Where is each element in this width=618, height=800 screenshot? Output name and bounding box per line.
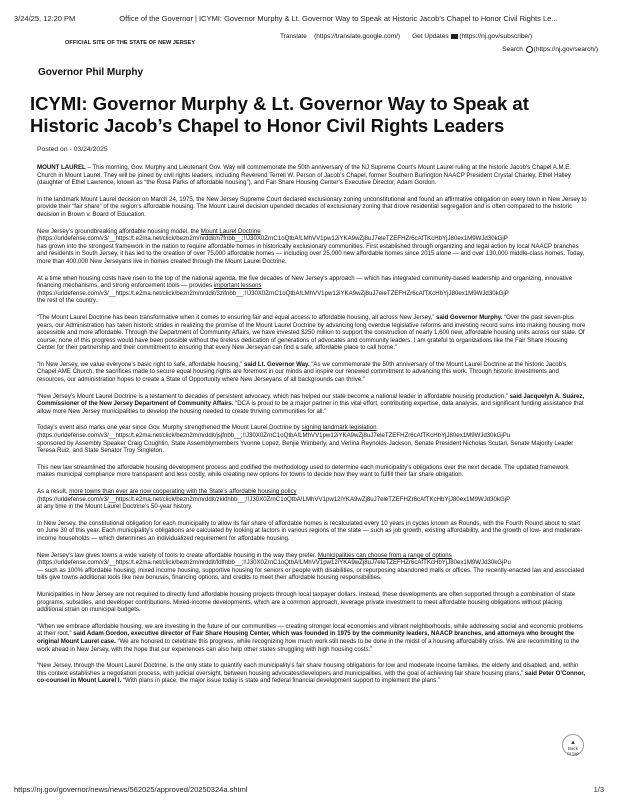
site-brand[interactable]: Governor Phil Murphy <box>38 67 144 78</box>
official-site-banner: OFFICIAL SITE OF THE STATE OF NEW JERSEY <box>65 40 196 46</box>
paragraph: This new law streamlined the affordable housing development process and codified the methodology used to determine each municipality’s obligations over the next decade. The updated framework makes municipal compliance more transparent and less costly, while creating new options for towns to decide how they want to fulfill their fair share obligation. <box>37 463 569 479</box>
link-url[interactable]: (https://urldefense.com/v3/__https:/t.e2ma.net/click/bezn2m/nrddit/3zifnbb__;!!J30X0ZrnC1oQtbA!LMhVV1pw12iYKA9wZj8uJ7eleTZEFHZr6cAfTKcHbYjJ80ex1M9WJd30kGjP <box>37 289 509 297</box>
paragraph: Municipalities in New Jersey are not required to directly fund affordable housing projects through local taxpayer dollars. Instead, these developments are often supported through a combination of state programs, subsidies, and developer contributions. Mixed-income developments, which are a common approach, leverage private investment to meet affordable housing obligations without placing additional strain on municipal budgets. <box>37 590 576 614</box>
article-body <box>37 164 587 694</box>
mount-laurel-doctrine-link[interactable]: Mount Laurel Doctrine <box>200 227 261 235</box>
translate-link[interactable]: Translate (https://translate.google.com/) <box>280 33 401 40</box>
paragraph: “When we embrace affordable housing, we are investing in the future of our communities — creating stronger local economies and vibrant neighborhoods, while addressing social and economic problems at their root,” said Adam Gordon, executive director of Fair Share Housing Center, which was founded in 1975 by the community leaders, NAACP branches, and attorneys who brought the original Mount Laurel case. “We are honored to celebrate this progress, while recognizing how much work still needs to be done in the midst of a housing affordability crisis. We are recommitting to the work ahead in New Jersey, with the hope that our experiences can also help other states struggling with high housing costs.” <box>37 622 583 653</box>
paragraph: “New Jersey’s Mount Laurel Doctrine is a testament to decades of persistent advocacy, which has helped our state become a national leader in affordable housing production,” said Jacquelyn A. Suárez, Commissioner of the New Jersey Department of Community Affairs. “DCA is proud to be a major partner in this vital effort, contributing expertise, data analysis, and significant funding assistance that allow more New Jersey municipalities to develop the housing needed to create thriving communities for all.” <box>37 392 585 415</box>
print-page-title: Office of the Governor | ICYMI: Governor Murphy & Lt. Governor Way to Speak at Historic Jacob’s Chapel to Honor Civil Rights Le... <box>119 14 558 23</box>
paragraph: New Jersey’s law gives towns a wide variety of tools to create affordable housing in the way they prefer. Municipalities can choose from a range of options (https://urldefense.com/v3/__https:/t.e2ma.net/click/bezn2m/nrddit/fdlfnbb__;!!J30X0ZrnC1oQtbA!LMhVV1pw12iYKA9wZj8uJ7eleTZEFHZr6cAfTKcHbYjJ80ex1M9WJd30kGjPu — such as 100% affordable housing, mixed income housing, supportive housing for seniors or people with disabilities, or repurposing abandoned malls or offices. The recently-enacted law and associated bills give towns additional tools like new bonuses, financing options, and credits to meet their affordable housing responsibilities. <box>37 552 587 582</box>
search-link[interactable]: Search (https://nj.gov/search/) <box>502 46 598 54</box>
get-updates-link[interactable]: Get Updates (https://nj.gov/subscribe/) <box>412 33 533 40</box>
paragraph: “New Jersey, through the Mount Laurel Doctrine, is the only state to quantify each municipality’s fair share housing obligations for low and moderate income families, the elderly and disabled; and, within this context establishes a negotiation process, with judicial oversight, between housing advocates/developers and municipalities, with the goal of achieving fair share housing plans,” said Peter O’Connor, co-counsel in Mount Laurel I. “With plans in place, the major issue today is state and federal financial development support to implement the plans.” <box>37 662 586 685</box>
back-to-top-button[interactable]: ▲ Back to top <box>562 734 584 756</box>
arrow-up-icon: ▲ <box>570 740 576 746</box>
options-link[interactable]: Municipalities can choose from a range of options <box>317 551 452 559</box>
search-icon <box>526 46 533 53</box>
paragraph: “In New Jersey, we value everyone’s basic right to safe, affordable housing,” said Lt. Governor Way. “As we commemorate the 50th anniversary of the Mount Laurel Doctrine at the historic Jacob’s Chapel AME Church, the sacrifices made to secure equal housing rights are foremost in our minds and inspire our renewed commitment to advancing this work. Through historic investments and resources, our administration hopes to create a State of Opportunity where New Jerseyans of all backgrounds can thrive.” <box>37 360 567 384</box>
print-datetime: 3/24/25, 12:20 PM <box>14 14 76 23</box>
print-page-number: 1/3 <box>593 785 604 794</box>
paragraph: MOUNT LAUREL – This morning, Gov. Murphy and Lieutenant Gov. Way will commemorate the 50th anniversary of the NJ Supreme Court’s Mount Laurel ruling at the historic Jacob’s Chapel A.M.E. Church in Mount Laurel. They will be joined by civil rights leaders, including Reverend Terrell W. Person of Jacob’s Chapel, former Southern Burlington NAACP President Crystal Charley, Ethel Halley (daughter of Ethel Lawrence, known as “the Rosa Parks of affordable housing”), and Fair Share Housing Center’s Executive Director, Adam Gordon. <box>37 164 571 187</box>
print-header <box>14 14 604 23</box>
link-url[interactable]: (https://urldefense.com/v3/__https:/t.e2ma.net/click/bezn2m/nrddit/fdlfnbb__;!!J30X0ZrnC1oQtbA!LMhVV1pw12iYKA9wZj8uJ7eleTZEFHZr6cAfTKcHbYjJ80ex1M9WJd30kGjPu <box>37 559 511 567</box>
paragraph: In New Jersey, the constitutional obligation for each municipality to allow its fair share of affordable homes is recalculated every 10 years in cycles known as Rounds, with the Fourth Round about to start on June 30 of this year. Each municipality’s obligations are calculated by looking at factors in various regions of the state — such as job growth, existing affordability, and the growth of low- and moderate-income households — which determines an individualized requirement for affordable housing. <box>37 519 583 542</box>
paragraph: Today’s event also marks one year since Gov. Murphy strengthened the Mount Laurel Doctrine by signing landmark legislation (https://urldefense.com/v3/__https:/t.e2ma.net/click/bezn2m/nrddit/jsjfnbb__;!!J30X0ZrnC1oQtbA!LMhVV1pw12iYKA9wZj8uJ7eleTZEFHZr6cAfTKcHbYjJ80ex1M9WJd30kGjPu sponsored by Assembly Speaker Craig Coughlin, State Assemblymembers Yvonne Lopez, Benjie Wimberly, and Verlina Reynolds-Jackson, Senate President Nicholas Scutari, Senate Majority Leader Teresa Ruiz, and State Senator Troy Singleton. <box>37 424 587 454</box>
paragraph: As a result, more towns than ever are now cooperating with the State’s affordable housing policy (https://urldefense.com/v3/__https:/t.e2ma.net/click/bezn2m/nrddit/zkkfnbb__;!!J30X0ZrnC1oQtbA!LMhVV1pw12iYKA9wZj8uJ7eleTZEFHZr6cAfTKcHbYjJ80ex1M9WJd30kGjP at any time in the Mount Laurel Doctrine’s 50-year history. <box>37 488 587 511</box>
link-url[interactable]: (https://urldefense.com/v3/__https:/t.e2ma.net/click/bezn2m/nrddit/jsjfnbb__;!!J30X0ZrnC1oQtbA!LMhVV1pw12iYKA9wZj8uJ7eleTZEFHZr6cAfTKcHbYjJ80ex1M9WJd30kGjPu <box>37 432 511 440</box>
important-lessons-link[interactable]: important lessons <box>213 282 262 290</box>
top-nav <box>280 33 598 53</box>
housing-policy-link[interactable]: more towns than ever are now cooperating with the State’s affordable housing policy <box>69 488 297 495</box>
link-url[interactable]: (https://urldefense.com/v3/__https:/t.e2ma.net/click/bezn2m/nrddit/n7fnbb__;!!J30X0ZrnC1oQtbA!LMhVV1pw12iYKA9wZj8uJ7eleTZEFHZr6cAfTKcHbYjJ80ex1M9WJd30kGjP <box>37 235 508 243</box>
print-url: https://nj.gov/governor/news/news/562025/approved/20250324a.shtml <box>14 785 248 794</box>
paragraph: New Jersey’s groundbreaking affordable housing model, the Mount Laurel Doctrine (https://urldefense.com/v3/__https:/t.e2ma.net/click/bezn2m/nrddit/n7fnbb__;!!J30X0ZrnC1oQtbA!LMhVV1pw12iYKA9wZj8uJ7eleTZEFHZr6cAfTKcHbYjJ80ex1M9WJd30kGjP has grown into the strongest framework in the nation to require affordable homes in historically exclusionary communities. First established through organizing and legal action by local NAACP branches and residents in South Jersey, it has led to the creation of over 75,000 affordable homes — including over 25,000 new affordable homes since 2015 alone — and over 130,000 middle-class homes. Today, more than 400,000 New Jerseyans live in homes created through the Mount Laurel Doctrine. <box>37 228 587 266</box>
paragraph: At a time when housing costs have risen to the top of the national agenda, the five decades of New Jersey’s approach — which has integrated community-based leadership and organizing, innovative financing mechanisms, and strong enforcement tools — provides important lessons (https://urldefense.com/v3/__https:/t.e2ma.net/click/bezn2m/nrddit/3zifnbb__;!!J30X0ZrnC1oQtbA!LMhVV1pw12iYKA9wZj8uJ7eleTZEFHZr6cAfTKcHbYjJ80ex1M9WJd30kGjP the rest of the country. <box>37 275 587 305</box>
mail-icon <box>451 34 458 39</box>
print-footer <box>14 785 604 794</box>
dateline: MOUNT LAUREL <box>37 164 86 171</box>
page-title: ICYMI: Governor Murphy & Lt. Governor Way to Speak at Historic Jacob’s Chapel to Honor Civil Rights Leaders <box>30 93 529 136</box>
link-url[interactable]: (https://urldefense.com/v3/__https:/t.e2ma.net/click/bezn2m/nrddit/zkkfnbb__;!!J30X0ZrnC1oQtbA!LMhVV1pw12iYKA9wZj8uJ7eleTZEFHZr6cAfTKcHbYjJ80ex1M9WJd30kGjP <box>37 495 511 503</box>
landmark-legislation-link[interactable]: signing landmark legislation <box>301 424 377 432</box>
paragraph: “The Mount Laurel Doctrine has been transformative when it comes to ensuring fair and equal access to affordable housing, all across New Jersey,” said Governor Murphy. “Over the past seven-plus years, our Administration has taken historic strides in realizing the promise of the Mount Laurel Doctrine by advancing long overdue legislative reforms and investing record sums into making housing more accessible and more affordable. Through the Department of Community Affairs, we have invested $250 million to support the construction of nearly 1,600 new, affordable housing units across our state. Of course, none of this progress would have been possible without the tireless dedication of generations of advocates and community leaders. I am grateful to organizations like the Fair Share Housing Center for their partnership and their commitment to ensuring that every New Jerseyan can find a safe, affordable place to call home.” <box>37 313 586 352</box>
paragraph: In the landmark Mount Laurel decision on March 24, 1975, the New Jersey Supreme Court declared exclusionary zoning unconstitutional and found an affirmative obligation on every town in New Jersey to provide their “fair share” of the region’s affordable housing. The Mount Laurel decision upended decades of exclusionary zoning that drove residential segregation and is often compared to the historic decision in Brown v. Board of Education. <box>37 195 587 218</box>
posted-date: Posted on - 03/24/2025 <box>37 146 108 153</box>
